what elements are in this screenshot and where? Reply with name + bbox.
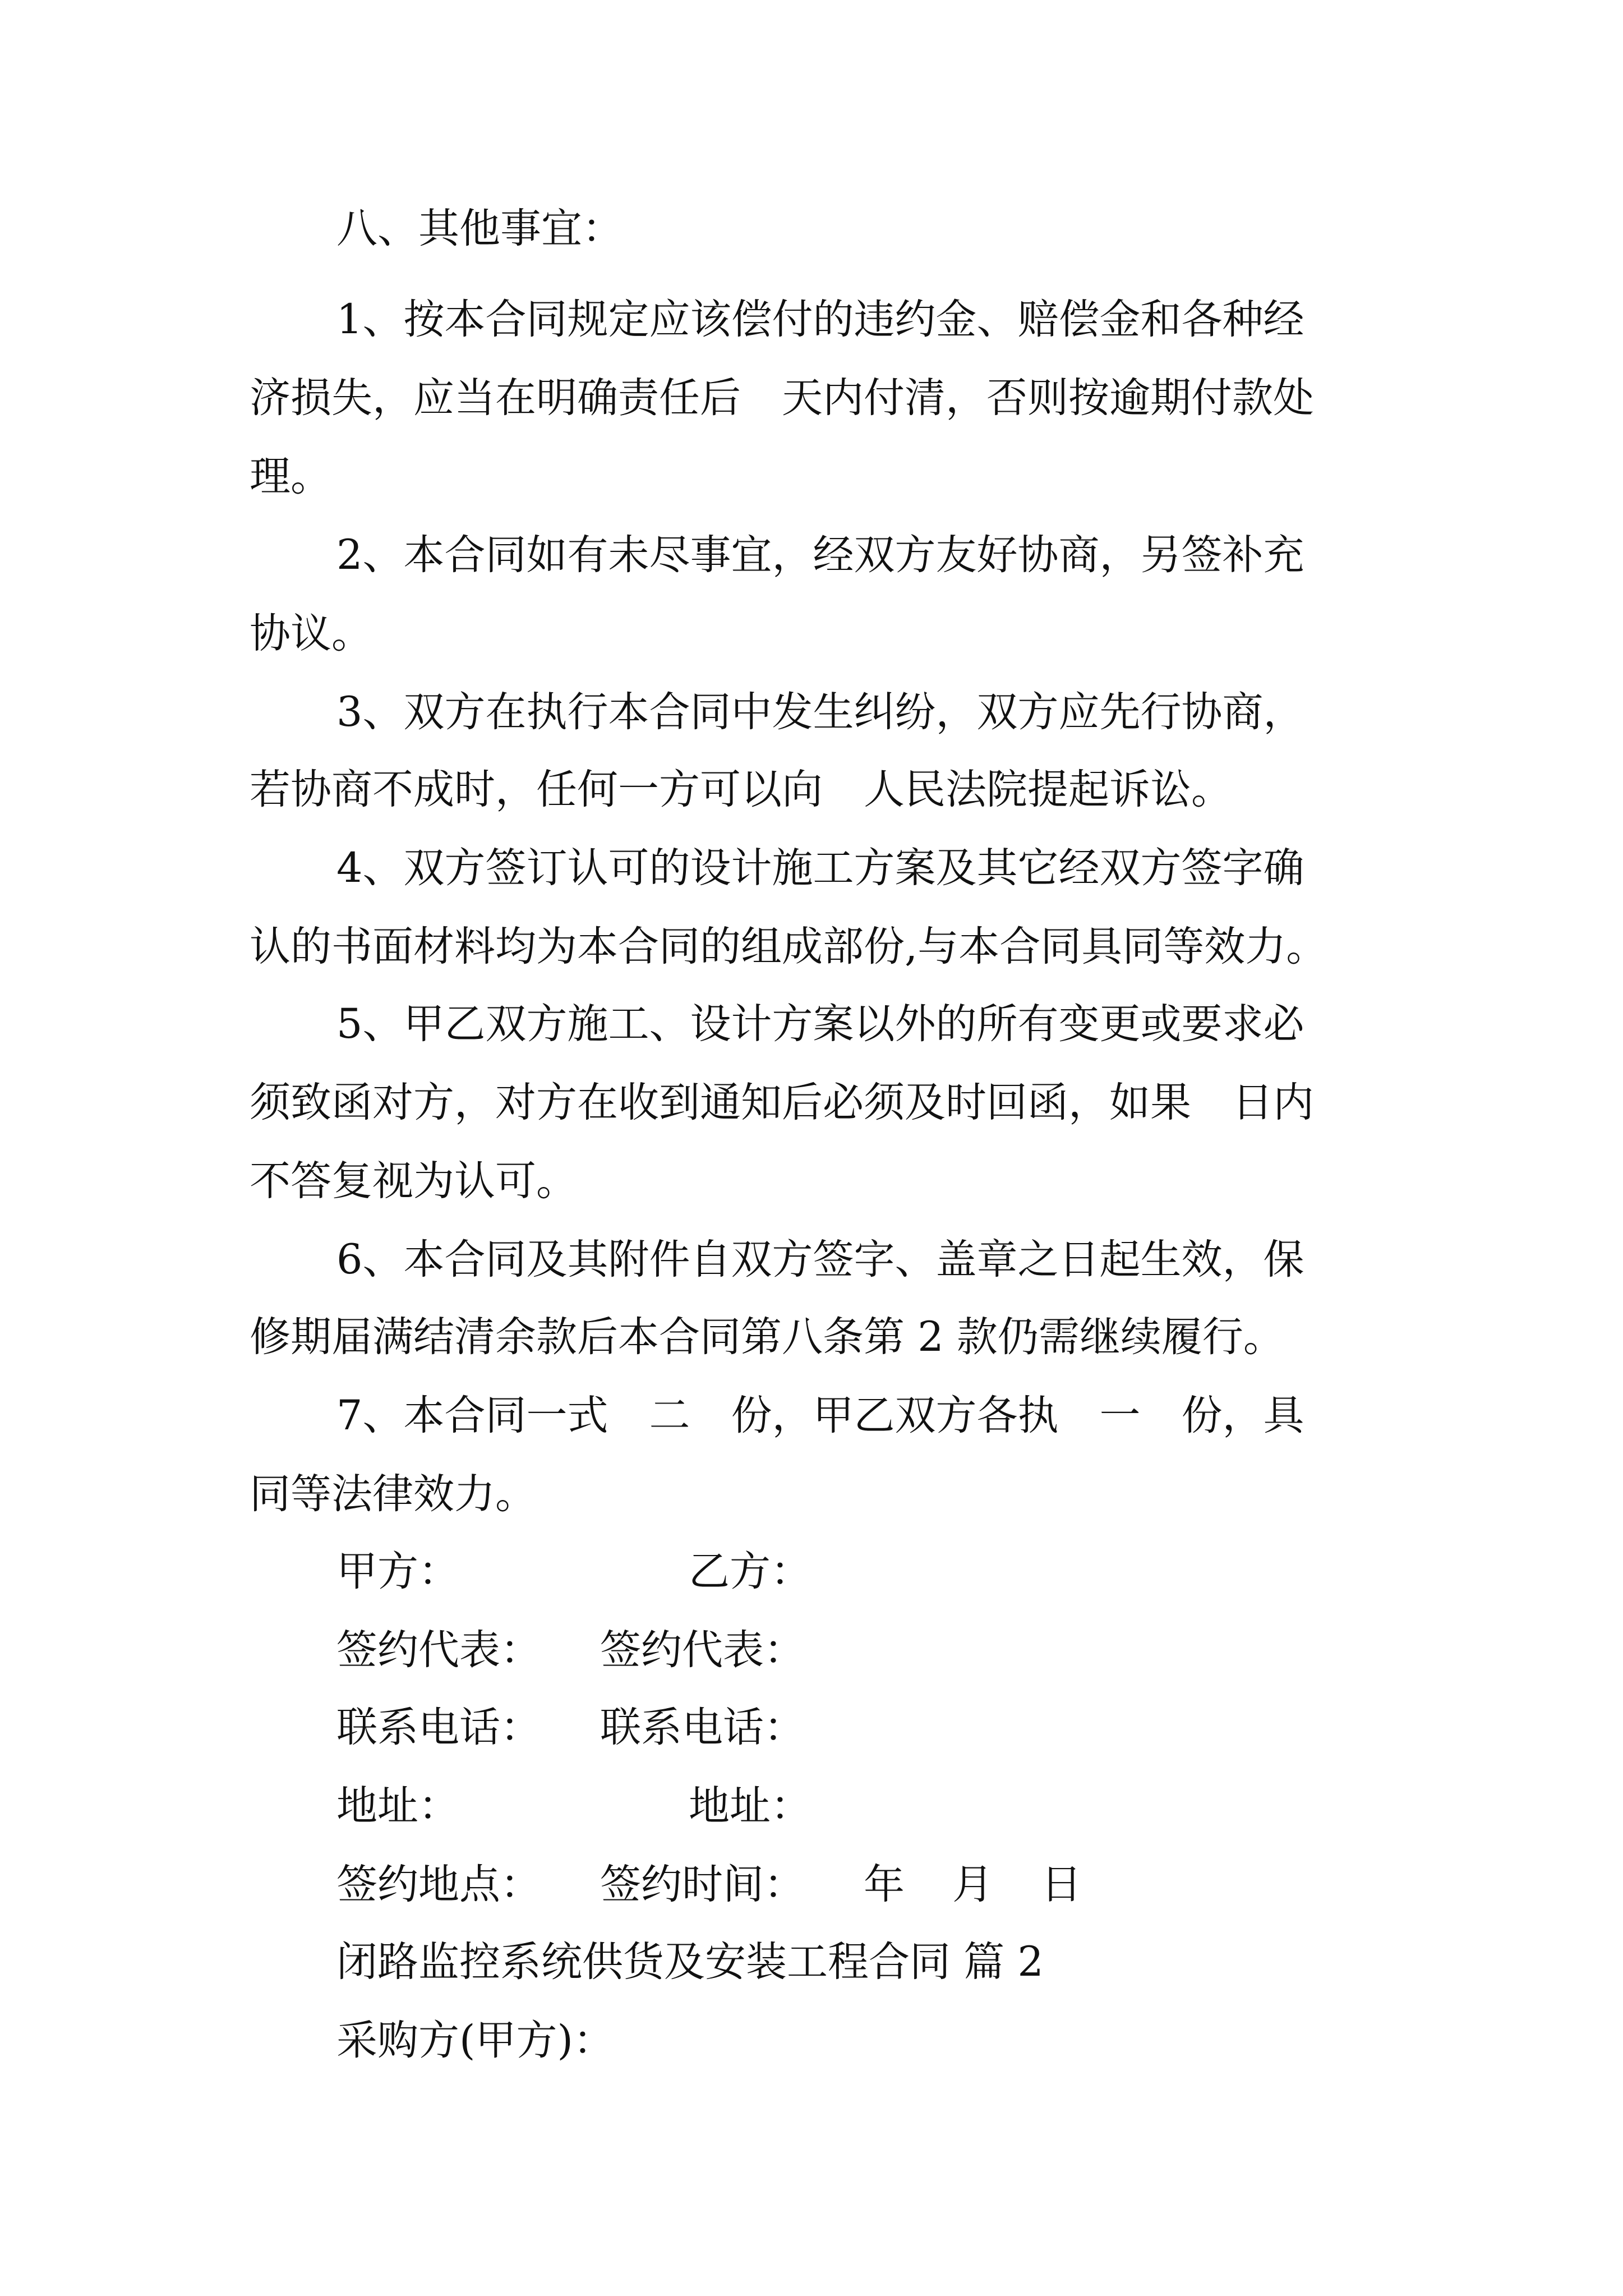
sign-day-label: 日 [1041,1861,1082,1908]
rep-a-label: 签约代表： [336,1626,541,1674]
next-doc-title: 闭路监控系统供货及安装工程合同 篇 2 [336,1938,1044,1986]
party-b-label: 乙方： [689,1548,811,1595]
sign-month-label: 月 [952,1861,993,1908]
rep-b-label: 签约代表： [600,1626,805,1674]
phone-b-label: 联系电话： [600,1704,805,1751]
section-heading: 八、其他事宜： [336,205,623,252]
item6-line2: 修期届满结清余款后本合同第八条第 2 款仍需继续履行。 [250,1313,1284,1361]
item6-line1: 6、本合同及其附件自双方签字、盖章之日起生效，保 [336,1236,1304,1283]
sign-time-label: 签约时间： [600,1861,805,1908]
sign-place-label: 签约地点： [336,1861,541,1908]
item3-line2: 若协商不成时，任何一方可以向 人民法院提起诉讼。 [250,766,1232,813]
item3-line1: 3、双方在执行本合同中发生纠纷，双方应先行协商， [336,688,1304,736]
addr-b-label: 地址： [689,1782,811,1830]
item1-line1: 1、按本合同规定应该偿付的违约金、赔偿金和各种经 [336,296,1304,343]
item2-line1: 2、本合同如有未尽事宜，经双方友好协商，另签补充 [336,531,1304,579]
item4-line2: 认的书面材料均为本合同的组成部份,与本合同具同等效力。 [250,923,1327,970]
item7-line1: 7、本合同一式 二 份，甲乙双方各执 一 份，具 [336,1392,1304,1439]
sign-year-label: 年 [864,1861,905,1908]
addr-a-label: 地址： [336,1782,459,1830]
item1-line2: 济损失，应当在明确责任后 天内付清，否则按逾期付款处 [250,374,1314,422]
item1-line3: 理。 [250,453,331,500]
item5-line3: 不答复视为认可。 [250,1157,577,1205]
phone-a-label: 联系电话： [336,1704,541,1751]
item4-line1: 4、双方签订认可的设计施工方案及其它经双方签字确 [336,844,1304,892]
item5-line1: 5、甲乙双方施工、设计方案以外的所有变更或要求必 [336,1000,1304,1048]
item5-line2: 须致函对方，对方在收到通知后必须及时回函，如果 日内 [250,1079,1314,1126]
buyer-label: 采购方(甲方)： [336,2017,614,2064]
party-a-label: 甲方： [336,1548,459,1595]
item7-line2: 同等法律效力。 [250,1470,536,1518]
item2-line2: 协议。 [250,610,372,657]
